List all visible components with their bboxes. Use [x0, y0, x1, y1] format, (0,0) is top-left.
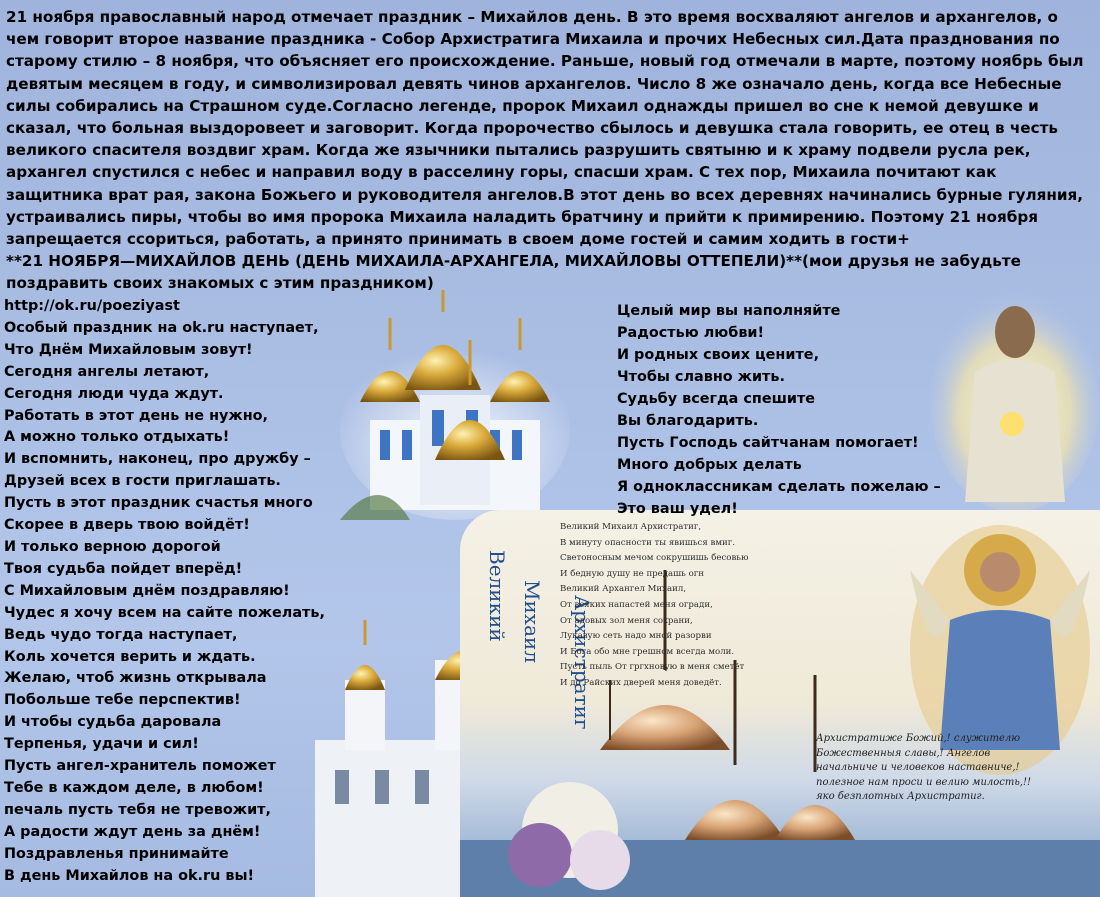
poem-line: Я одноклассникам сделать пожелаю – [617, 479, 941, 495]
intro-line: **21 НОЯБРЯ—МИХАЙЛОВ ДЕНЬ (ДЕНЬ МИХАИЛА-АРХАНГЕЛА, МИХАЙЛОВЫ ОТТЕПЕЛИ)**(мои друзья не забудьте [6, 252, 1021, 271]
postcard-verse-line: От всяких напастей меня огради, [560, 599, 713, 610]
postcard-verse-line: Светоносным мечом сокрушишь бесовью [560, 553, 749, 564]
intro-line: девятым месяцем в году, и символизировал девять чинов архангелов. Число 8 же означало день, когда все Небесные [6, 74, 1062, 93]
intro-line: поздравить своих знакомых с этим праздником) [6, 274, 434, 293]
cathedral-top-illustration [340, 290, 570, 520]
postcard-prayer [816, 732, 1096, 805]
poem-line: Твоя судьба пойдет вперёд! [4, 560, 243, 577]
poem-line: Сегодня люди чуда ждут. [4, 385, 224, 402]
postcard-prayer-line: яко безплотных Архистратиг. [816, 791, 985, 802]
postcard-verse-line: Пусть пыль От гргхновую в меня сметёт [560, 662, 745, 673]
intro-line: устраивались пиры, чтобы во имя пророка Михаила наладить братчину и прийти к примирению. Поэтому 21 ноября [6, 207, 1038, 226]
poem-line: Пусть в этот праздник счастья много [4, 495, 313, 512]
postcard-verse-line: От адовых зол меня сохрани, [560, 615, 693, 626]
postcard-prayer-line: полезное нам проси и велию милость,!! [816, 776, 1032, 788]
poem-line: Друзей всех в гости приглашать. [4, 473, 281, 490]
intro-line: сказал, что больная выздоровеет и заговорит. Когда пророчество сбылось и девушка стала говорить, ее отец в честь [6, 119, 1059, 138]
intro-line: 21 ноября православный народ отмечает праздник – Михайлов день. В это время восхваляют ангелов и архангелов, о [6, 8, 1058, 26]
poem-line: печаль пусть тебя не тревожит, [4, 801, 271, 818]
poem-line: Пусть Господь сайтчанам помогает! [617, 435, 919, 451]
poem-line: Скорее в дверь твою войдёт! [4, 517, 250, 534]
intro-line: запрещается ссориться, работать, а принято принимать в своем доме гостей и самим ходить в гости+ [6, 230, 910, 249]
poem-line: Пусть ангел-хранитель поможет [4, 758, 276, 775]
poem-left [4, 296, 325, 887]
postcard-prayer-line: Архистратиже Божий,! служителю [816, 733, 1021, 744]
poem-line: Особый праздник на ok.ru наступает, [4, 319, 319, 336]
poem-line: Вы благодарить. [617, 413, 759, 429]
postcard-prayer-line: Божественныя славы,! Ангелов [816, 747, 991, 759]
poem-link[interactable]: http://ok.ru/poeziyast [4, 298, 180, 314]
postcard-prayer-line: начальниче и человеков наставниче,! [816, 762, 1020, 773]
intro-text [6, 6, 1094, 295]
intro-line: чем говорит второе название праздника - Собор Архистратига Михаила и прочих Небесных сил.Дата празднования по [6, 30, 1060, 49]
postcard-verse-line: И до Райских дверей меня доведёт. [560, 677, 722, 688]
poem-line: Тебе в каждом деле, в любом! [4, 779, 264, 796]
postcard-verse [560, 520, 900, 692]
poem-line: И чтобы судьба даровала [4, 714, 222, 731]
poem-line: Коль хочется верить и ждать. [4, 648, 256, 665]
intro-line: силы собирались на Страшном суде.Согласно легенде, пророк Михаил однажды пришел во сне к немой девушке и [6, 96, 1039, 115]
poem-line: Чудес я хочу всем на сайте пожелать, [4, 604, 325, 621]
poem-line: Судьбу всегда спешите [617, 391, 816, 407]
poem-line: Ведь чудо тогда наступает, [4, 626, 238, 643]
poem-line: Это ваш удел! [617, 501, 738, 517]
poem-line: Радостью любви! [617, 325, 765, 341]
postcard-verse-line: Лукавую сеть надо мной разорви [560, 631, 712, 642]
poem-line: Поздравленья принимайте [4, 845, 229, 862]
poem-line: А радости ждут день за днём! [4, 823, 261, 840]
poem-line: С Михайловым днём поздравляю! [4, 582, 290, 599]
poem-line: Чтобы славно жить. [617, 369, 785, 385]
poem-line: В день Михайлов на ok.ru вы! [4, 867, 255, 884]
postcard-verse-line: Великий Архангел Михаил, [560, 584, 687, 595]
poem-line: И вспомнить, наконец, про дружбу – [4, 451, 311, 468]
poem-line: Побольше тебе перспектив! [4, 692, 241, 709]
poem-line: Целый мир вы наполняйте [617, 303, 841, 319]
poem-line: Желаю, чтоб жизнь открывала [4, 670, 267, 687]
poem-line: Что Днём Михайловым зовут! [4, 341, 253, 358]
poem-line: И родных своих цените, [617, 347, 820, 363]
svg-text:Архистратиг: Архистратиг [570, 595, 594, 730]
svg-text:Михаил: Михаил [520, 580, 544, 664]
svg-text:Великий: Великий [485, 550, 509, 642]
intro-line: архангел спустился с небес и направил воду в расселину горы, спасши храм. С тех пор, Михаила почитают как [6, 163, 997, 182]
intro-line: великого спасителя воздвиг храм. Когда же язычники пытались разрушить святыню и к храму подвели русла рек, [6, 141, 1031, 160]
poem-right [617, 300, 941, 520]
poem-line: Много добрых делать [617, 457, 802, 473]
postcard-verse-line: И Бога обо мне грешном всегда моли. [560, 646, 735, 657]
postcard-image [460, 510, 1100, 897]
postcard-verse-line: Великий Михаил Архистратиг, [560, 522, 702, 532]
poem-line: А можно только отдыхать! [4, 429, 230, 446]
jesus-figure-illustration [930, 292, 1100, 512]
poem-line: Терпенья, удачи и сил! [4, 736, 199, 753]
poem-line: Сегодня ангелы летают, [4, 363, 210, 380]
postcard-verse-line: И бедную душу не предашь огн [560, 568, 704, 579]
poem-line: Работать в этот день не нужно, [4, 407, 269, 424]
poem-line: И только верною дорогой [4, 538, 221, 555]
intro-line: старому стилю – 8 ноября, что объясняет его происхождение. Раньше, новый год отмечали в марте, поэтому ноябрь был [6, 52, 1084, 71]
intro-line: защитника врат рая, закона Божьего и руководителя ангелов.В этот день во всех деревнях начинались бурные гуляния, [6, 185, 1084, 204]
postcard-verse-line: В минуту опасности ты явишься вмиг. [560, 537, 735, 548]
